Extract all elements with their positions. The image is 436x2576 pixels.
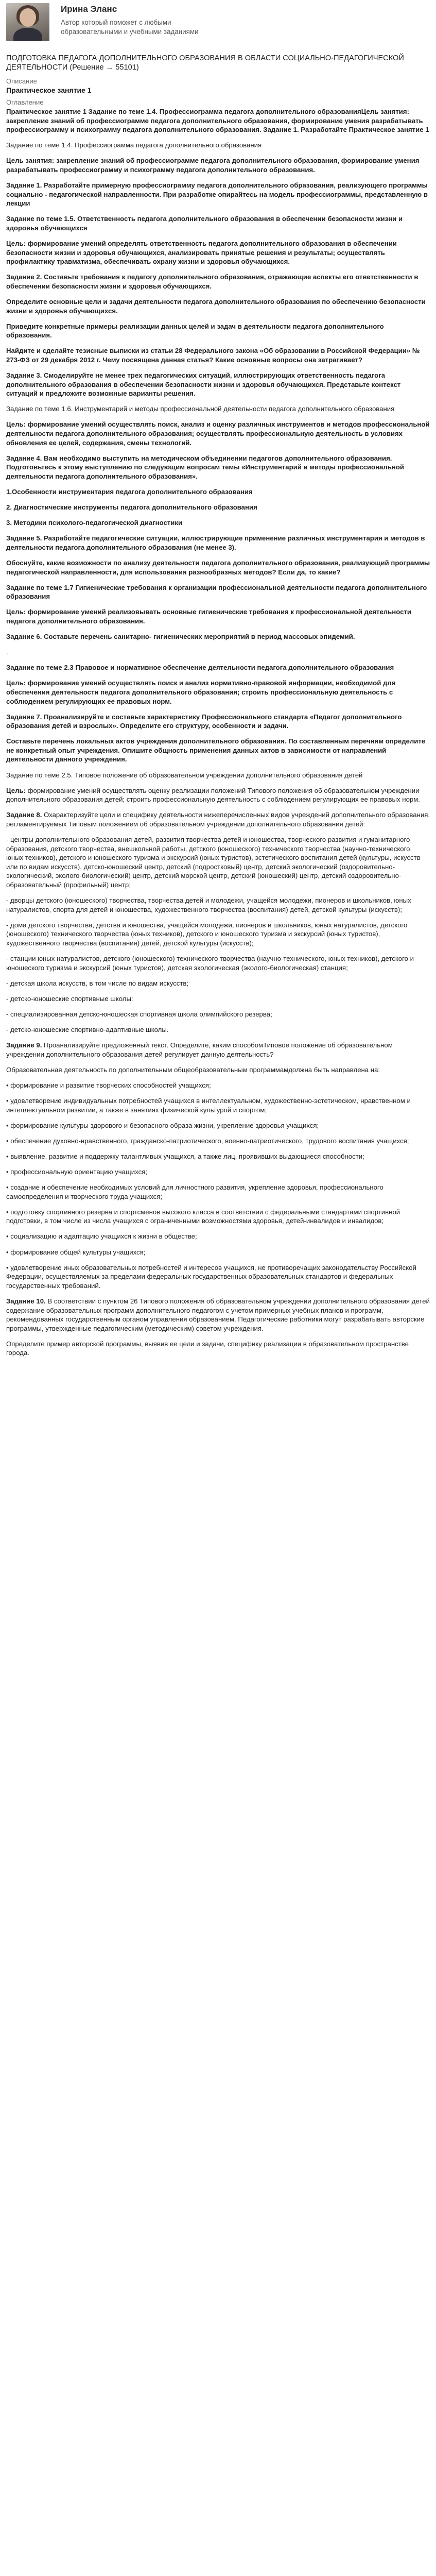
paragraph-text: Обоснуйте, какие возможности по анализу деятельности педагога дополнительного образования, реализующий программы педагогической направленности, для использования разнообразных методов? Если да, то какие? bbox=[6, 558, 430, 576]
paragraph bbox=[6, 1297, 430, 1333]
paragraph bbox=[6, 1183, 430, 1201]
paragraph-text: Определите пример авторской программы, выявив ее цели и задачи, специфику реализации в образовательном пространстве города. bbox=[6, 1340, 409, 1357]
paragraph-text: Задание 3. Смоделируйте не менее трех педагогических ситуаций, иллюстрирующих ответственность педагога дополнительного образования в обеспечении безопасности жизни и здоровья обучающихся. Представьте контекст ситуаций и предложите возможные варианты решения. bbox=[6, 371, 401, 398]
paragraph-text: Практическое занятие 1 Задание по теме 1.4. Профессиограмма педагога дополнительного образованияЦель занятия: закрепление знаний об профессиограмме педагога дополнительного образования, формирование умения разрабатывать профессиограмму и психограмму педагога дополнительного образования. Задание 1. Разработайте Практическое занятие 1 bbox=[6, 108, 429, 134]
paragraph-text: Цель: формирование умений осуществлять поиск, анализ и оценку различных инструментов и методов профессиональной деятельности педагога дополнительного образования; осуществлять профессиональную деятельность в условиях обновления ее целей, содержания, смены технологий. bbox=[6, 420, 430, 447]
paragraph-text: - детско-юношеские спортивно-адаптивные школы. bbox=[6, 1026, 169, 1034]
paragraph bbox=[6, 810, 430, 828]
paragraph bbox=[6, 921, 430, 948]
paragraph bbox=[6, 1041, 430, 1059]
paragraph-text: Приведите конкретные примеры реализации данных целей и задач в деятельности педагога дополнительного образования. bbox=[6, 322, 384, 340]
paragraph-text: Задание 5. Разработайте педагогические ситуации, иллюстрирующие применение различных инструментария и методов в деятельности педагога дополнительного образования (не менее 3). bbox=[6, 534, 425, 551]
paragraph-text: Задание по теме 1.6. Инструментарий и методы профессиональной деятельности педагога дополнительного образования bbox=[6, 405, 395, 413]
paragraph bbox=[6, 273, 430, 291]
paragraph bbox=[6, 979, 430, 988]
paragraph-text: Задание по теме 1.7 Гигиенические требования к организации профессиональной деятельности педагога дополнительного образования bbox=[6, 583, 427, 601]
paragraph bbox=[6, 1208, 430, 1226]
paragraph bbox=[6, 1248, 430, 1257]
paragraph bbox=[6, 896, 430, 914]
paragraph-lead: Задание 8. bbox=[6, 811, 42, 819]
paragraph-text: Задание 7. Проанализируйте и составьте характеристику Профессионального стандарта «Педагог дополнительного образования детей и взрослых». Определите его структуру, особенности и задачи. bbox=[6, 713, 402, 730]
paragraph bbox=[6, 1340, 430, 1358]
paragraph bbox=[6, 663, 430, 672]
paragraph bbox=[6, 1010, 430, 1019]
paragraph-text: Задание по теме 2.3 Правовое и нормативное обеспечение деятельности педагога дополнительного образования bbox=[6, 664, 394, 672]
paragraph-text: . bbox=[6, 648, 8, 656]
description-label: Описание bbox=[6, 77, 37, 85]
paragraph-text: В соответствии с пунктом 26 Типового положения об образовательном учреждении дополнительного образования детей содержание образовательных программ дополнительного педагогом с учетом примерных учебных планов и программ, рекомендованных государственным органом управления образованием. Педагогические работники могут разрабатывать авторские программы, утвержденные педагогическим (методическим) советом учреждения. bbox=[6, 1297, 430, 1332]
paragraph bbox=[6, 607, 430, 625]
paragraph-text: Охарактеризуйте цели и специфику деятельности нижеперечисленных видов учреждений дополнительного образования, регламентируемых Типовым положением об образовательном учреждении дополнительного образования детей: bbox=[6, 811, 430, 828]
paragraph-text: Проанализируйте предложенный текст. Определите, каким способомТиповое положение об образовательном учреждении дополнительного образования детей регулирует данную деятельность? bbox=[6, 1041, 393, 1058]
paragraph bbox=[6, 737, 430, 764]
paragraph-text: - станции юных натуралистов, детского (юношеского) технического творчества (научно-технического, юных техников), детского и юношеского туризма и экскурсий (юных туристов), детская экологическая (эколого-биологическая) станция; bbox=[6, 955, 414, 972]
paragraph bbox=[6, 454, 430, 481]
paragraph bbox=[6, 322, 430, 340]
paragraph-text: Задание 6. Составьте перечень санитарно- гигиенических мероприятий в период массовых эпидемий. bbox=[6, 633, 355, 641]
paragraph bbox=[6, 954, 430, 972]
paragraph bbox=[6, 518, 430, 528]
paragraph bbox=[6, 1081, 430, 1090]
paragraph-text: Цель: формирование умений определять ответственность педагога дополнительного образования в обеспечении безопасности жизни и здоровья обучающихся, анализировать принятые решения и результаты; осуществлять профилактику травматизма, обеспечивать охрану жизни и здоровья обучающихся. bbox=[6, 240, 397, 266]
document-title bbox=[6, 54, 430, 72]
paragraph-text: Задание по теме 1.5. Ответственность педагога дополнительного образования в обеспечении безопасности жизни и здоровья обучающихся bbox=[6, 215, 403, 232]
paragraph-text: - дворцы детского (юношеского) творчества, творчества детей и молодежи, учащейся молодежи, пионеров и школьников, юных натуралистов, спорта для детей и юношества, художественного творчества (воспитания) детей, детской культуры (искусств); bbox=[6, 896, 411, 913]
paragraph-text: • удовлетворение иных образовательных потребностей и интересов учащихся, не противоречащих законодательству Российской Федерации, осуществляемых за пределами федеральных государственных образовательных стандартов и федеральных государственных требований. bbox=[6, 1263, 416, 1290]
paragraph bbox=[6, 1096, 430, 1114]
paragraph bbox=[6, 371, 430, 398]
paragraph-text: • формирование общей культуры учащихся; bbox=[6, 1248, 146, 1256]
paragraph bbox=[6, 297, 430, 315]
paragraph-text: - специализированная детско-юношеская спортивная школа олимпийского резерва; bbox=[6, 1010, 272, 1018]
paragraph-text: Задание 1. Разработайте примерную профессиограмму педагога дополнительного образования, реализующего программы социально - педагогической направленности. При разработке опирайтесь на модель профессиограммы, представленную в лекции bbox=[6, 181, 428, 208]
paragraph bbox=[6, 1152, 430, 1161]
paragraph-lead: Задание 9. bbox=[6, 1041, 42, 1049]
paragraph bbox=[6, 1232, 430, 1241]
paragraph-text: Найдите и сделайте тезисные выписки из статьи 28 Федерального закона «Об образовании в Российской Федерации» № 273-ФЗ от 29 декабря 2012 г. Чему посвящена данная статья? Какие основные вопросы она затрагивает? bbox=[6, 347, 420, 364]
paragraph-text: • удовлетворение индивидуальных потребностей учащихся в интеллектуальном, художественно-эстетическом, нравственном и интеллектуальном развитии, а также в занятиях физической культурой и спортом; bbox=[6, 1097, 411, 1114]
paragraph bbox=[6, 679, 430, 706]
paragraph-text: - детская школа искусств, в том числе по видам искусств; bbox=[6, 979, 189, 987]
paragraph bbox=[6, 994, 430, 1004]
document-body bbox=[6, 107, 430, 1358]
paragraph bbox=[6, 1065, 430, 1075]
paragraph-text: Задание 2. Составьте требования к педагогу дополнительного образования, отражающие аспекты его ответственности в обеспечении безопасности жизни и здоровья обучающихся. bbox=[6, 273, 418, 290]
paragraph bbox=[6, 583, 430, 601]
paragraph-text: • профессиональную ориентацию учащихся; bbox=[6, 1167, 147, 1176]
paragraph bbox=[6, 558, 430, 577]
paragraph-text: формирование умений осуществлять оценку реализации положений Типового положения об образовательном учреждении дополнительного образования детей; строить профессиональную деятельность с соблюдением регулирующих ее правовых норм. bbox=[6, 786, 420, 804]
paragraph bbox=[6, 632, 430, 641]
paragraph bbox=[6, 1121, 430, 1130]
paragraph bbox=[6, 1263, 430, 1291]
author-info bbox=[61, 3, 205, 37]
paragraph-lead: Задание 10. bbox=[6, 1297, 46, 1305]
paragraph-text: • формирование культуры здорового и безопасного образа жизни, укрепление здоровья учащихся; bbox=[6, 1121, 319, 1129]
paragraph-text: - детско-юношеские спортивные школы: bbox=[6, 994, 133, 1003]
paragraph-text: 1.Особенности инструментария педагога дополнительного образования bbox=[6, 488, 253, 496]
paragraph bbox=[6, 713, 430, 731]
paragraph bbox=[6, 1167, 430, 1177]
description-title: Практическое занятие 1 bbox=[6, 86, 92, 94]
paragraph-text: • социализацию и адаптацию учащихся к жизни в обществе; bbox=[6, 1232, 197, 1241]
document-title-text: ПОДГОТОВКА ПЕДАГОГА ДОПОЛНИТЕЛЬНОГО ОБРАЗОВАНИЯ В ОБЛАСТИ СОЦИАЛЬНО-ПЕДАГОГИЧЕСКОЙ ДЕЯТЕЛЬНОСТИ bbox=[6, 54, 404, 72]
paragraph-text: 2. Диагностические инструменты педагога дополнительного образования bbox=[6, 503, 257, 512]
paragraph-text: Задание по теме 1.4. Профессиограмма педагога дополнительного образования bbox=[6, 141, 262, 149]
paragraph bbox=[6, 107, 430, 134]
paragraph bbox=[6, 239, 430, 266]
paragraph-text: Образовательная деятельность по дополнительным общеобразовательным программамдолжна быть направлена на: bbox=[6, 1065, 380, 1074]
paragraph-lead: Цель: bbox=[6, 786, 26, 794]
paragraph-text: 3. Методики психолого-педагогической диагностики bbox=[6, 519, 183, 527]
paragraph bbox=[6, 503, 430, 512]
paragraph bbox=[6, 534, 430, 552]
paragraph bbox=[6, 141, 430, 150]
author-avatar[interactable] bbox=[6, 3, 49, 41]
paragraph-text: • формирование и развитие творческих способностей учащихся; bbox=[6, 1081, 211, 1089]
author-bio: Автор который поможет с любыми образовательными и учебными заданиями bbox=[61, 19, 199, 36]
toc-label: Оглавление bbox=[6, 98, 44, 106]
paragraph bbox=[6, 835, 430, 890]
paragraph bbox=[6, 771, 430, 780]
paragraph bbox=[6, 420, 430, 447]
paragraph bbox=[6, 214, 430, 232]
paragraph-text: • создание и обеспечение необходимых условий для личностного развития, укрепление здоровья, профессионального самоопределения и творческого труда учащихся; bbox=[6, 1183, 383, 1200]
author-name[interactable]: Ирина Эланс bbox=[61, 4, 117, 14]
paragraph-text: Задание 4. Вам необходимо выступить на методическом объединении педагогов дополнительного образования. Подготовьтесь к этому выступлению по следующим вопросам темы «Инструментарий и методы профессиональной деятельности педагога дополнительного образования». bbox=[6, 454, 405, 480]
paragraph bbox=[6, 346, 430, 364]
paragraph-text: - центры дополнительного образования детей, развития творчества детей и юношества, творческого развития и гуманитарного образования, детского творчества, внешкольной работы, детского (юношеского) технического творчества (научно-технического, юных техников), детского и юношеского туризма и экскурсий (юных туристов), эстетического воспитания детей (культуры, искусств или по видам искусств), детско-юношеский центр, детский (подростковый) центр, детский экологический (оздоровительно-экологический, эколого-биологический) центр, детский морской центр, детский (юношеский) центр, детский оздоровительно-образовательный (профильный) центр; bbox=[6, 836, 421, 889]
paragraph-text: - дома детского творчества, детства и юношества, учащейся молодежи, пионеров и школьников, юных натуралистов, детского (юношеского) технического творчества (юных техников), детского и юношеского туризма и экскурсий (юных туристов), художественного творчества (воспитания) детей, детской культуры (искусств); bbox=[6, 921, 408, 947]
paragraph-text: Цель: формирование умений осуществлять поиск и анализ нормативно-правовой информации, необходимой для обеспечения деятельности педагога дополнительного образования; строить профессиональную деятельность с соблюдением регулирующих ее правовых норм. bbox=[6, 679, 396, 705]
paragraph bbox=[6, 181, 430, 208]
paragraph-text: • подготовку спортивного резерва и спортсменов высокого класса в соответствии с федеральными стандартами спортивной подготовки, в том числе из числа учащихся с ограниченными возможностями здоровья, детей-инвалидов и инвалидов; bbox=[6, 1208, 400, 1225]
paragraph-text: • обеспечение духовно-нравственного, гражданско-патриотического, военно-патриотического, трудового воспитания учащихся; bbox=[6, 1137, 409, 1145]
paragraph bbox=[6, 487, 430, 497]
paragraph-text: Определите основные цели и задачи деятельности педагога дополнительного образования по обеспечению безопасности жизни и здоровья обучающихся. bbox=[6, 298, 426, 315]
solution-code: (Решение → 55101) bbox=[69, 63, 139, 72]
paragraph bbox=[6, 648, 430, 657]
paragraph bbox=[6, 1025, 430, 1035]
paragraph bbox=[6, 786, 430, 804]
paragraph-text: Задание по теме 2.5. Типовое положение об образовательном учреждении дополнительного образования детей bbox=[6, 771, 363, 779]
paragraph-text: • выявление, развитие и поддержку талантливых учащихся, а также лиц, проявивших выдающиеся способности; bbox=[6, 1152, 364, 1160]
paragraph bbox=[6, 1137, 430, 1146]
paragraph-text: Цель: формирование умений реализовывать основные гигиенические требования к профессиональной деятельности педагога дополнительного образования. bbox=[6, 608, 412, 625]
paragraph bbox=[6, 156, 430, 174]
paragraph-text: Цель занятия: закрепление знаний об профессиограмме педагога дополнительного образования, формирование умения разрабатывать профессиограмму и психограмму педагога дополнительного образования. bbox=[6, 157, 420, 174]
author-card bbox=[6, 0, 430, 45]
paragraph-text: Составьте перечень локальных актов учреждения дополнительного образования. По составленным перечням определите не конкретный опыт учреждения. Опишите общность применения данных актов в зависимости от направлений деятельности данного учреждения. bbox=[6, 737, 426, 764]
paragraph bbox=[6, 404, 430, 414]
